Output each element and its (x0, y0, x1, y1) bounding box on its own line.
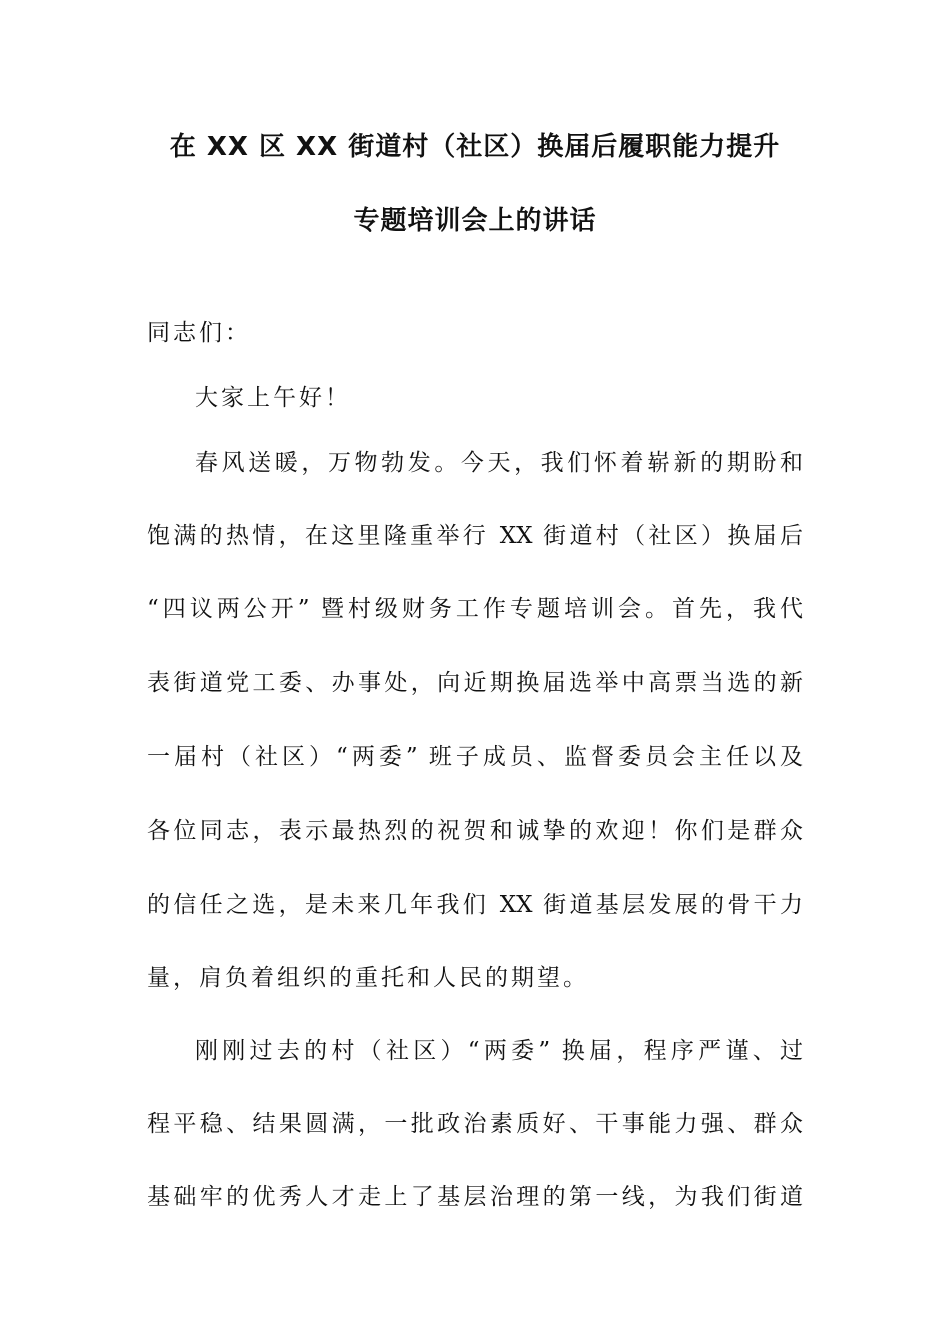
text-line: 程平稳、结果圆满，一批政治素质好、干事能力强、群众 (147, 1111, 803, 1137)
document-title-line-2: 专题培训会上的讲话 (353, 206, 597, 236)
text-line: 饱满的热情，在这里隆重举行 XX 街道村（社区）换届后 (147, 523, 803, 549)
salutation: 同志们： (147, 320, 251, 346)
text-line: 的信任之选，是未来几年我们 XX 街道基层发展的骨干力 (147, 892, 803, 918)
text-line: 表街道党工委、办事处，向近期换届选举中高票当选的新 (147, 670, 803, 696)
text-line: 一届村（社区）“两委” 班子成员、监督委员会主任以及 (147, 744, 803, 770)
text-line: 刚刚过去的村（社区）“两委” 换届，程序严谨、过 (195, 1038, 803, 1064)
text-line: “四议两公开” 暨村级财务工作专题培训会。首先，我代 (147, 596, 803, 622)
text-line: 量，肩负着组织的重托和人民的期望。 (147, 965, 589, 991)
greeting: 大家上午好！ (195, 385, 351, 411)
text-line: 各位同志，表示最热烈的祝贺和诚挚的欢迎！你们是群众 (147, 818, 803, 844)
text-line: 春风送暖，万物勃发。今天，我们怀着崭新的期盼和 (195, 450, 803, 476)
text-line: 基础牢的优秀人才走上了基层治理的第一线，为我们街道 (147, 1184, 803, 1210)
document-title-line-1: 在 XX 区 XX 街道村（社区）换届后履职能力提升 (169, 132, 781, 162)
